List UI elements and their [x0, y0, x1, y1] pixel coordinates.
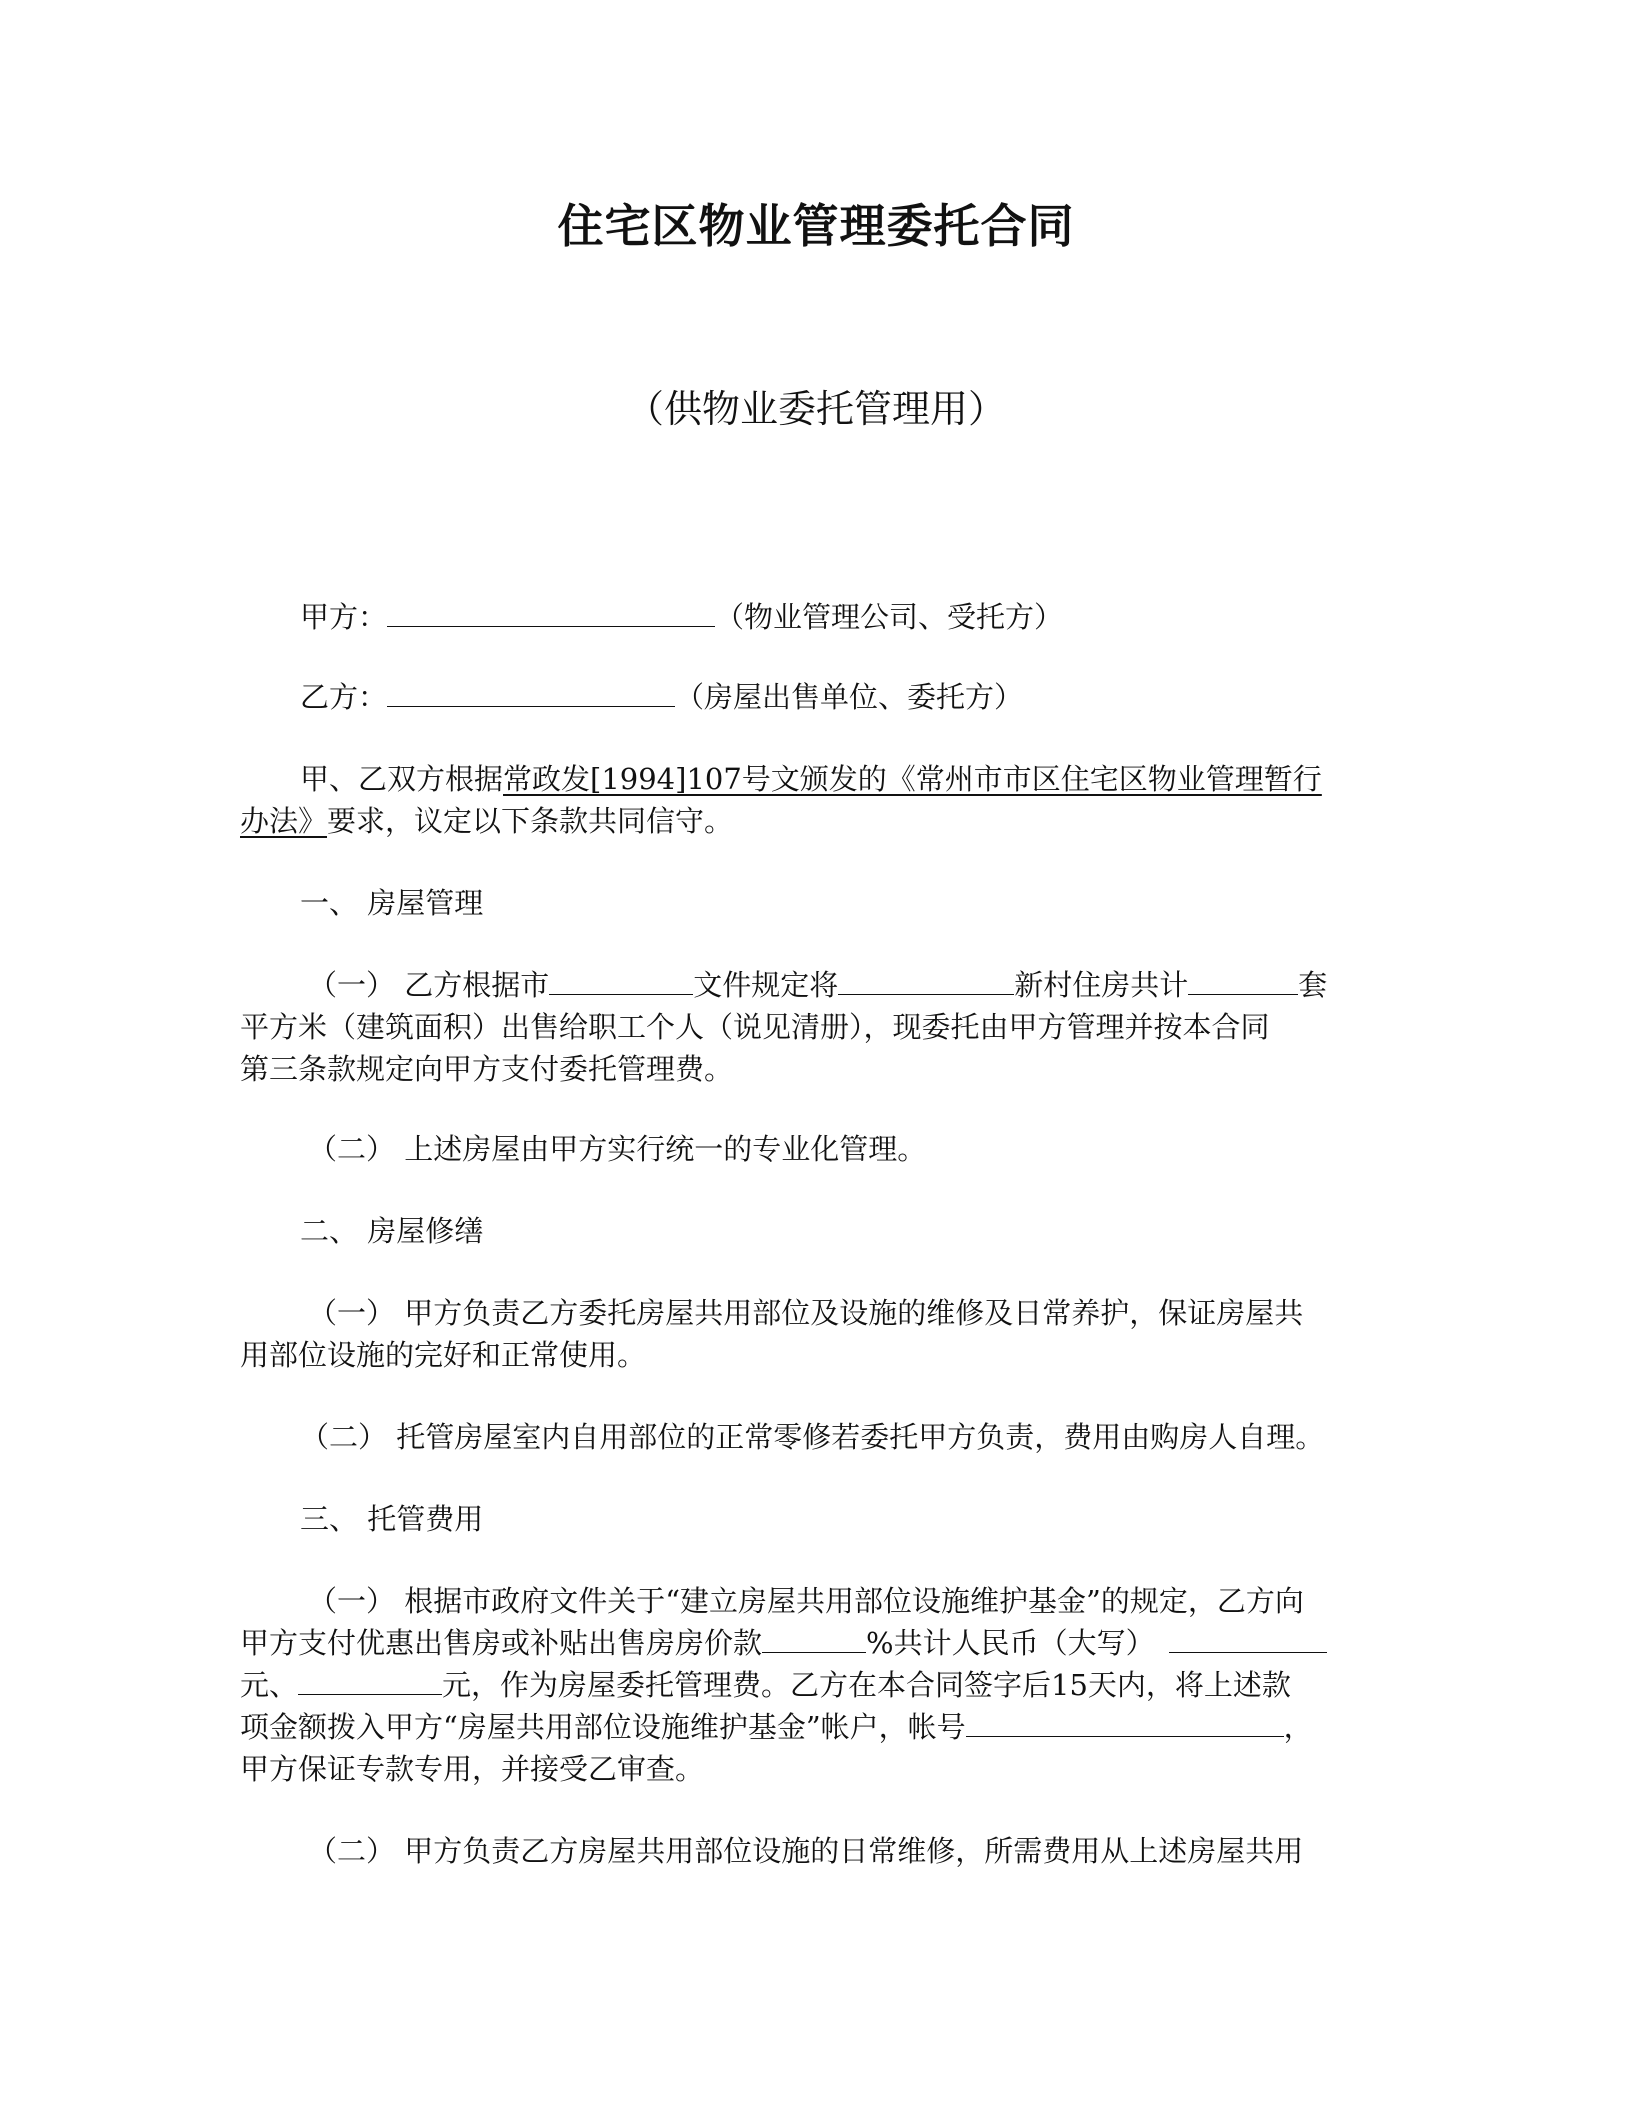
village-blank: [838, 964, 1014, 995]
page-title: 住宅区物业管理委托合同: [557, 199, 1075, 253]
intro-lead: 甲、乙双方根据: [300, 762, 504, 796]
sec1-p1-text-a: （一） 乙方根据市: [308, 968, 550, 1002]
sec3-p1-line-3: [240, 1664, 1380, 1706]
party-b-line: [300, 676, 1440, 718]
sec2-p1-line-1: （一） 甲方负责乙方委托房屋共用部位及设施的维修及日常养护，保证房屋共: [308, 1296, 1304, 1330]
sec3-p1-text-d: 元，作为房屋委托管理费。乙方在本合同签字后15天内，将上述款: [442, 1668, 1291, 1702]
sec1-p1-line-2: 平方米（建筑面积）出售给职工个人（说见清册），现委托由甲方管理并按本合同: [240, 1010, 1270, 1044]
intro-reference-2: 办法》: [240, 804, 328, 838]
party-b-blank: [387, 676, 675, 707]
sec1-p1-text-c: 新村住房共计: [1014, 968, 1189, 1002]
sec3-p1-text-e: 项金额拨入甲方“房屋共用部位设施维护基金”帐户，帐号: [240, 1710, 966, 1744]
sec3-p1-line-4: [240, 1706, 1380, 1748]
sec3-p1-text-b: %共计人民币（大写）: [866, 1626, 1155, 1660]
party-a-label: 甲方：: [300, 600, 388, 634]
intro-line-2: [240, 800, 1380, 842]
section-2-heading: 二、 房屋修缮: [300, 1214, 484, 1248]
party-a-blank: [387, 596, 715, 627]
amount-words-blank: [1169, 1622, 1327, 1653]
party-a-line: [300, 596, 1440, 638]
account-number-blank: [966, 1706, 1284, 1737]
sec3-p1-text-c: 元、: [240, 1668, 299, 1702]
city-doc-blank: [549, 964, 693, 995]
sec2-p1-line-2: 用部位设施的完好和正常使用。: [240, 1338, 647, 1372]
intro-tail: 要求，议定以下条款共同信守。: [327, 804, 734, 838]
page-subtitle: （供物业委托管理用）: [625, 387, 1006, 431]
intro-reference-1: 常政发[1994]107号文颁发的《常州市市区住宅区物业管理暂行: [503, 762, 1322, 796]
sec1-p2: （二） 上述房屋由甲方实行统一的专业化管理。: [308, 1132, 927, 1166]
sec3-p1-text-f: ，: [1283, 1710, 1313, 1744]
sec3-p1-line-2: [240, 1622, 1380, 1664]
section-1-heading: 一、 房屋管理: [300, 886, 484, 920]
sec2-p2: （二） 托管房屋室内自用部位的正常零修若委托甲方负责，费用由购房人自理。: [300, 1420, 1325, 1454]
sec1-p1-text-b: 文件规定将: [693, 968, 839, 1002]
amount-blank: [298, 1664, 442, 1695]
section-3-heading: 三、 托管费用: [300, 1502, 484, 1536]
sec1-p1-line-3: 第三条款规定向甲方支付委托管理费。: [240, 1052, 734, 1086]
sec3-p1-line-1: （一） 根据市政府文件关于“建立房屋共用部位设施维护基金”的规定，乙方向: [308, 1584, 1304, 1618]
unit-count-blank: [1188, 964, 1298, 995]
intro-line-1: [300, 758, 1440, 800]
sec3-p1-text-a: 甲方支付优惠出售房或补贴出售房房价款: [240, 1626, 763, 1660]
party-a-note: （物业管理公司、受托方）: [715, 600, 1064, 634]
party-b-label: 乙方：: [300, 680, 388, 714]
sec3-p1-line-5: 甲方保证专款专用，并接受乙审查。: [240, 1752, 705, 1786]
sec3-p2-line-1: （二） 甲方负责乙方房屋共用部位设施的日常维修，所需费用从上述房屋共用: [308, 1834, 1304, 1868]
sec1-p1-text-d: 套: [1298, 968, 1328, 1002]
party-b-note: （房屋出售单位、委托方）: [675, 680, 1024, 714]
sec1-p1-line-1: [308, 964, 1448, 1006]
percent-blank: [762, 1622, 866, 1653]
